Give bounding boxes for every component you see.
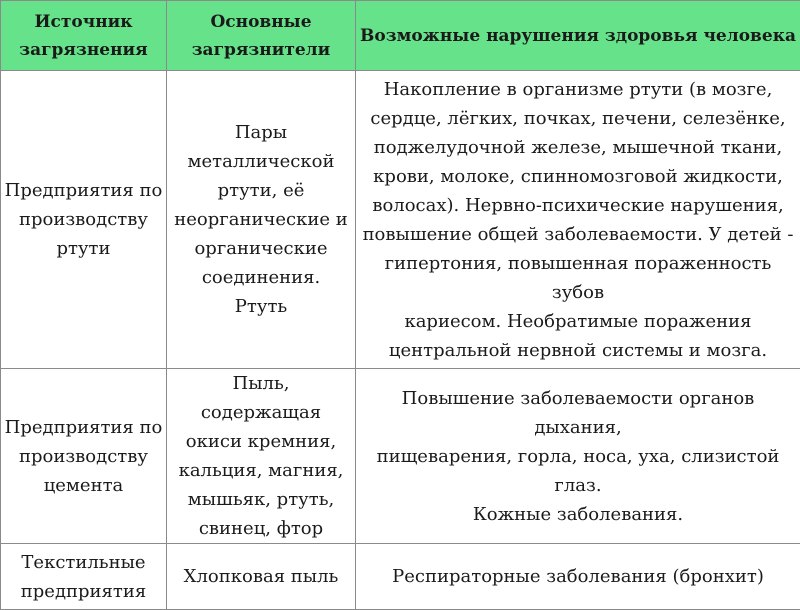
table-row <box>1 71 800 369</box>
table-header-row <box>1 1 800 71</box>
cell-source: Предприятия по производству цемента <box>1 369 167 544</box>
header-health: Возможные нарушения здоровья человека <box>356 1 800 71</box>
cell-health: Повышение заболеваемости органов дыхания, пищеварения, горла, носа, уха, слизистой глаз. Кожные заболевания. <box>356 369 800 544</box>
cell-source: Предприятия по производству ртути <box>1 71 167 369</box>
cell-pollutants: Пыль, содержащая окиси кремния, кальция, магния, мышьяк, ртуть, свинец, фтор <box>167 369 356 544</box>
cell-pollutants: Хлопковая пыль <box>167 544 356 610</box>
cell-health: Респираторные заболевания (бронхит) <box>356 544 800 610</box>
cell-health: Накопление в организме ртути (в мозге, сердце, лёгких, почках, печени, селезёнке, поджелудочной железе, мышечной ткани, крови, молоке, спинномозговой жидкости, волосах). Нервно-психические нарушения, повышение общей заболеваемости. У детей - гипертония, повышенная пораженность зубов кариесом. Необратимые поражения центральной нервной системы и мозга. <box>356 71 800 369</box>
header-source: Источник загрязнения <box>1 1 167 71</box>
cell-pollutants: Пары металлической ртути, её неорганические и органические соединения. Ртуть <box>167 71 356 369</box>
table-row <box>1 369 800 544</box>
header-pollutants: Основные загрязнители <box>167 1 356 71</box>
cell-source: Текстильные предприятия <box>1 544 167 610</box>
